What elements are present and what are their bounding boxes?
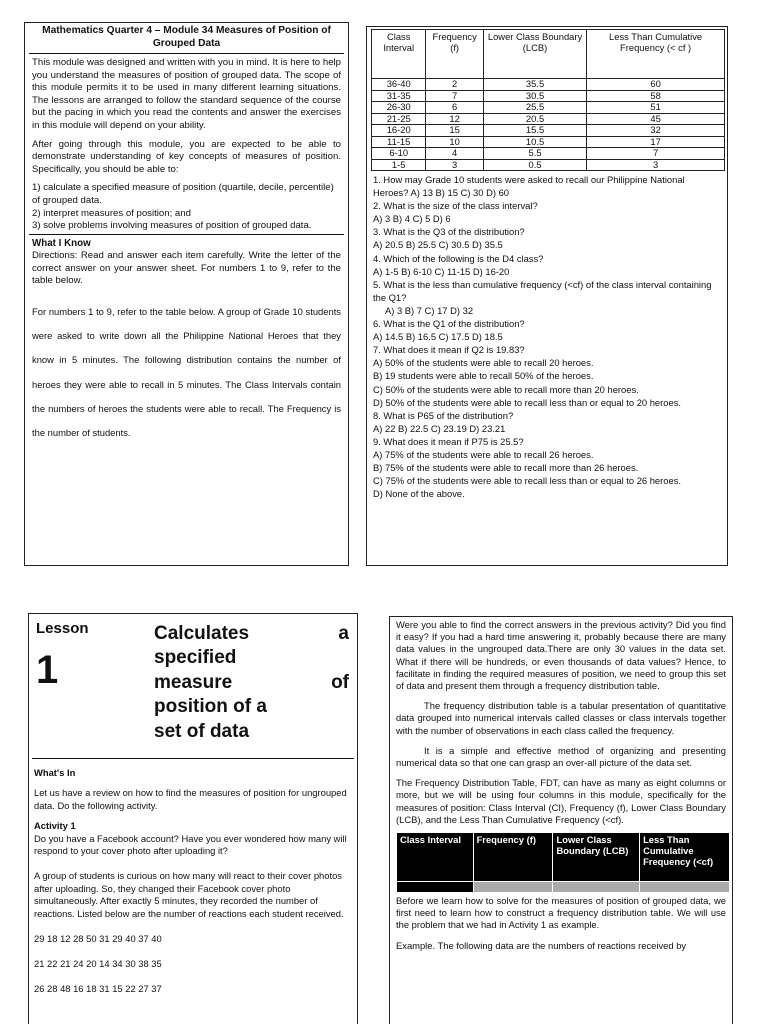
fdt-header-table (396, 832, 730, 893)
activity-paragraph: A group of students is curious on how many will react to their cover photos after uploading. So, they changed their Facebook cover photo simultaneously. After exactly 5 minutes, they recorded the number of reactions. Listed below are the number of reactions each student received. (34, 870, 344, 919)
table-row (372, 79, 725, 91)
fdt-explanation-panel (389, 616, 733, 1024)
question-line: A) 1-5 B) 6-10 C) 11-15 D) 16-20 (373, 265, 510, 277)
table-cell: 3 (587, 159, 725, 171)
table-cell: 6 (426, 102, 483, 114)
table-row (372, 148, 725, 160)
fdt-header-less-than-cf: Less Than Cumulative Frequency (<cf) (640, 833, 730, 882)
table-cell: 10 (426, 136, 483, 148)
question-line: B) 19 students were able to recall 50% of the heroes. (373, 370, 594, 382)
paragraph: The Frequency Distribution Table, FDT, can have as many as eight columns or more, but we will be using four columns in this module, specifically for the measures of position: Class Interval (CI), Frequency (f), Lower Class Boundary (LCB), and the Less Than Cumulative Frequency (<cf). (396, 777, 726, 825)
table-cell: 31-35 (372, 90, 426, 102)
table-cell: 32 (587, 125, 725, 137)
objective: 3) solve problems involving measures of position of grouped data. (32, 220, 312, 232)
intro-paragraph: This module was designed and written with you in mind. It is here to help you understand the measures of position of grouped data. The scope of this module permits it to be used in many different learning situations. The lessons are arranged to follow the standard sequence of the course but the pacing in which you read the contents and answer the exercises in this module will depend on your ability. (32, 57, 341, 131)
paragraph: Before we learn how to solve for the measures of position of grouped data, we first need to learn how to construct a frequency distribution table. We will use the problem that we had in Activity 1 as example. (396, 895, 726, 931)
question-line: A) 3 B) 7 C) 17 D) 32 (385, 304, 474, 316)
questions-list (373, 173, 721, 500)
table-row (372, 113, 725, 125)
lesson-title-line: position of a (154, 696, 267, 718)
data-row: 21 22 21 24 20 14 34 30 38 35 (34, 958, 162, 970)
table-cell: 1-5 (372, 159, 426, 171)
header-class-interval: Class Interval (372, 30, 426, 79)
table-cell: 15 (426, 125, 483, 137)
assessment-panel (366, 26, 728, 566)
activity-title: Activity 1 (34, 820, 76, 832)
fdt-empty-cell (397, 882, 474, 893)
objective: of grouped data. (32, 194, 102, 206)
lesson-title-line: Calculates a (154, 623, 349, 644)
question-line: A) 50% of the students were able to recall 20 heroes. (373, 357, 594, 369)
header-lcb: Lower Class Boundary (LCB) (483, 30, 586, 79)
data-row: 26 28 48 16 18 31 15 22 27 37 (34, 983, 162, 995)
table-cell: 20.5 (483, 113, 586, 125)
question-line: 2. What is the size of the class interval? (373, 200, 538, 212)
divider (29, 53, 344, 54)
problem-paragraph: For numbers 1 to 9, refer to the table below. A group of Grade 10 students were asked to write down all the Philippine National Heroes that they know in 5 minutes. The following distribution contains the number of heroes they were able to recall in 5 minutes. The Class Intervals contain the numbers of heroes the students were able to recall. The Frequency is the number of students. (32, 306, 341, 439)
table-cell: 2 (426, 79, 483, 91)
activity-question: Do you have a Facebook account? Have you ever wondered how many will respond to your cover photo after uploading it? (34, 832, 347, 857)
table-row (372, 125, 725, 137)
question-line: 7. What does it mean if Q2 is 19.83? (373, 344, 525, 356)
paragraph: Were you able to find the correct answers in the previous activity? Did you find it easy? If you had a hard time answering it, probably because there are many data values in the ungrouped data.There are only 30 values in the data set. What if there will be hundreds, or even thousands of data values? Hence, to facilitate in finding the required measures of position, we need to group this set of data and present them through a frequency distribution table. (396, 619, 726, 692)
distribution-table (371, 29, 725, 171)
table-cell: 45 (587, 113, 725, 125)
table-row (372, 90, 725, 102)
lesson-panel (28, 613, 358, 1024)
question-line: A) 14.5 B) 16.5 C) 17.5 D) 18.5 (373, 331, 503, 343)
table-cell: 10.5 (483, 136, 586, 148)
table-cell: 0.5 (483, 159, 586, 171)
paragraph: The frequency distribution table is a tabular presentation of quantitative data grouped into numerical intervals called classes or class intervals together with the number of observations in each class called the frequency. (396, 700, 726, 736)
fdt-header-class-interval: Class Interval (397, 833, 474, 882)
question-line: 8. What is P65 of the distribution? (373, 409, 514, 421)
table-cell: 11-15 (372, 136, 426, 148)
whats-in-heading: What's In (34, 767, 76, 778)
question-line: C) 50% of the students were able to recall more than 20 heroes. (373, 383, 639, 395)
lesson-title-line: measure of (154, 671, 349, 693)
table-cell: 7 (587, 148, 725, 160)
lesson-number: 1 (36, 648, 59, 692)
table-cell: 35.5 (483, 79, 586, 91)
lesson-header (34, 618, 352, 758)
table-cell: 17 (587, 136, 725, 148)
fdt-empty-cell (473, 882, 553, 893)
table-row (372, 159, 725, 171)
table-cell: 30.5 (483, 90, 586, 102)
table-row (372, 102, 725, 114)
table-cell: 58 (587, 90, 725, 102)
question-line: D) None of the above. (373, 488, 465, 500)
fdt-header-frequency: Frequency (f) (473, 833, 553, 882)
question-line: A) 3 B) 4 C) 5 D) 6 (373, 213, 451, 225)
question-line: D) 50% of the students were able to recall less than or equal to 20 heroes. (373, 396, 681, 408)
table-cell: 36-40 (372, 79, 426, 91)
header-frequency: Frequency (f) (426, 30, 483, 79)
question-line: B) 75% of the students were able to recall more than 26 heroes. (373, 462, 639, 474)
lesson-title-line: set of data (154, 720, 250, 742)
table-cell: 51 (587, 102, 725, 114)
table-cell: 16-20 (372, 125, 426, 137)
fdt-empty-cell (640, 882, 730, 893)
question-line: A) 22 B) 22.5 C) 23.19 D) 23.21 (373, 422, 506, 434)
table-row (372, 136, 725, 148)
table-cell: 6-10 (372, 148, 426, 160)
directions-paragraph: Directions: Read and answer each item carefully. Write the letter of the correct answer on your answer sheet. For numbers 1 to 9, refer to the table below. (32, 250, 341, 287)
question-line: C) 75% of the students were able to recall less than or equal to 26 heroes. (373, 475, 681, 487)
table-cell: 7 (426, 90, 483, 102)
question-line: 6. What is the Q1 of the distribution? (373, 318, 525, 330)
fdt-header-lcb: Lower Class Boundary (LCB) (553, 833, 640, 882)
lesson-title (154, 622, 349, 744)
lesson-word: Lesson (36, 620, 89, 637)
question-line: 9. What does it mean if P75 is 25.5? (373, 435, 524, 447)
lesson-title-line: specified (154, 647, 237, 669)
question-line: 1. How may Grade 10 students were asked to recall our Philippine National Heroes? A) 13 B) 15 C) 30 D) 60 (373, 174, 685, 199)
objective: 1) calculate a specified measure of position (quartile, decile, percentile) (32, 182, 334, 194)
paragraph: Example. The following data are the numbers of reactions received by (396, 939, 687, 951)
objective: 2) interpret measures of position; and (32, 207, 191, 219)
module-title: Mathematics Quarter 4 – Module 34 Measures of Position of Grouped Data (42, 25, 331, 49)
fdt-empty-cell (553, 882, 640, 893)
question-line: 5. What is the less than cumulative frequency (<cf) of the class interval containing (373, 278, 712, 290)
table-cell: 4 (426, 148, 483, 160)
table-cell: 60 (587, 79, 725, 91)
data-row: 29 18 12 28 50 31 29 40 37 40 (34, 933, 162, 945)
what-i-know-heading: What I Know (32, 237, 91, 249)
table-cell: 26-30 (372, 102, 426, 114)
divider (29, 234, 344, 235)
table-cell: 25.5 (483, 102, 586, 114)
question-line: 3. What is the Q3 of the distribution? (373, 226, 525, 238)
module-intro-panel (24, 22, 349, 566)
paragraph: It is a simple and effective method of organizing and presenting numerical data so that one can grasp an over-all picture of the data set. (396, 744, 726, 769)
question-line: A) 75% of the students were able to recall 26 heroes. (373, 448, 594, 460)
table-cell: 3 (426, 159, 483, 171)
table-cell: 15.5 (483, 125, 586, 137)
table-cell: 21-25 (372, 113, 426, 125)
table-cell: 5.5 (483, 148, 586, 160)
question-line: the Q1? (373, 291, 407, 303)
review-paragraph: Let us have a review on how to find the measures of position for ungrouped data. Do the following activity. (34, 787, 347, 811)
header-less-than-cf: Less Than Cumulative Frequency (< cf ) (587, 30, 725, 79)
table-cell: 12 (426, 113, 483, 125)
question-line: 4. Which of the following is the D4 class? (373, 252, 544, 264)
divider (32, 758, 354, 759)
expectations-paragraph: After going through this module, you are expected to be able to demonstrate understanding of key concepts of measures of position. Specifically, you should be able to: (32, 138, 341, 175)
question-line: A) 20.5 B) 25.5 C) 30.5 D) 35.5 (373, 239, 503, 251)
